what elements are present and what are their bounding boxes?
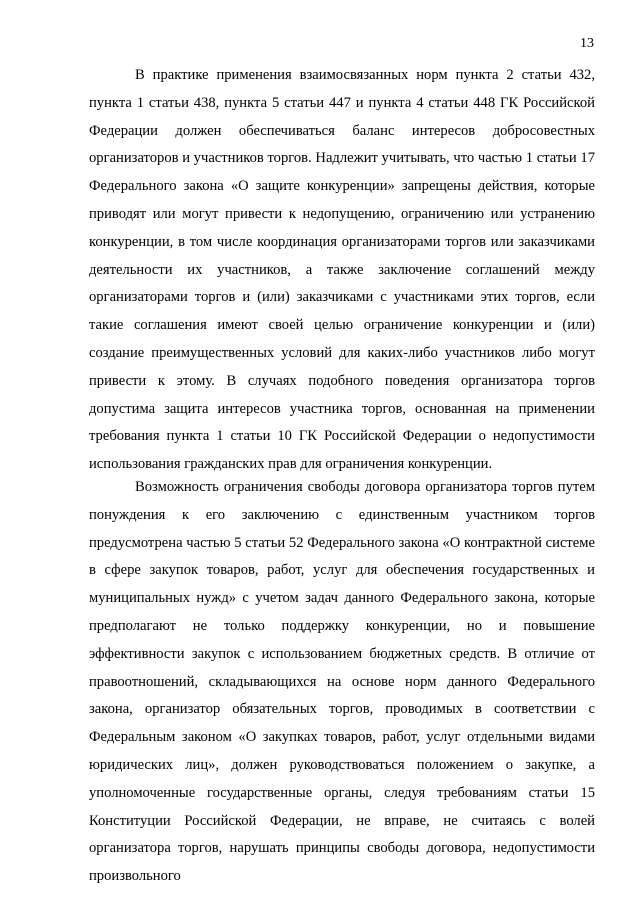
body-text-block-2 bbox=[89, 474, 595, 891]
body-text-block-1 bbox=[89, 62, 595, 479]
paragraph-2: Возможность ограничения свободы договора организатора торгов путем понуждения к его заключению с единственным участником торгов предусмотрена частью 5 статьи 52 Федерального закона «О контрактной системе в сфере закупок товаров, работ, услуг для обеспечения государственных и муниципальных нужд» с учетом задач данного Федерального закона, которые предполагают не только поддержку конкуренции, но и повышение эффективности закупок с использованием бюджетных средств. В отличие от правоотношений, складывающихся на основе норм данного Федерального закона, организатор обязательных торгов, проводимых в соответствии с Федеральным законом «О закупках товаров, работ, услуг отдельными видами юридических лиц», должен руководствоваться положением о закупке, а уполномоченные государственные органы, следуя требованиям статьи 15 Конституции Российской Федерации, не вправе, не считаясь с волей организатора торгов, нарушать принципы свободы договора, недопустимости произвольного bbox=[89, 479, 595, 885]
paragraph-1: В практике применения взаимосвязанных норм пункта 2 статьи 432, пункта 1 статьи 438, пункта 5 статьи 447 и пункта 4 статьи 448 ГК Российской Федерации должен обеспечиваться баланс интересов добросовестных организаторов и участников торгов. Надлежит учитывать, что частью 1 статьи 17 Федерального закона «О защите конкуренции» запрещены действия, которые приводят или могут привести к недопущению, ограничению или устранению конкуренции, в том числе координация организаторами торгов или заказчиками деятельности их участников, а также заключение соглашений между организаторами торгов и (или) заказчиками с участниками этих торгов, если такие соглашения имеют своей целью ограничение конкуренции и (или) создание преимущественных условий для каких-либо участников либо могут привести к этому. В случаях подобного поведения организатора торгов допустима защита интересов участника торгов, основанная на применении требования пункта 1 статьи 10 ГК Российской Федерации о недопустимости использования гражданских прав для ограничения конкуренции. bbox=[89, 67, 595, 473]
page-number: 13 bbox=[580, 36, 594, 51]
